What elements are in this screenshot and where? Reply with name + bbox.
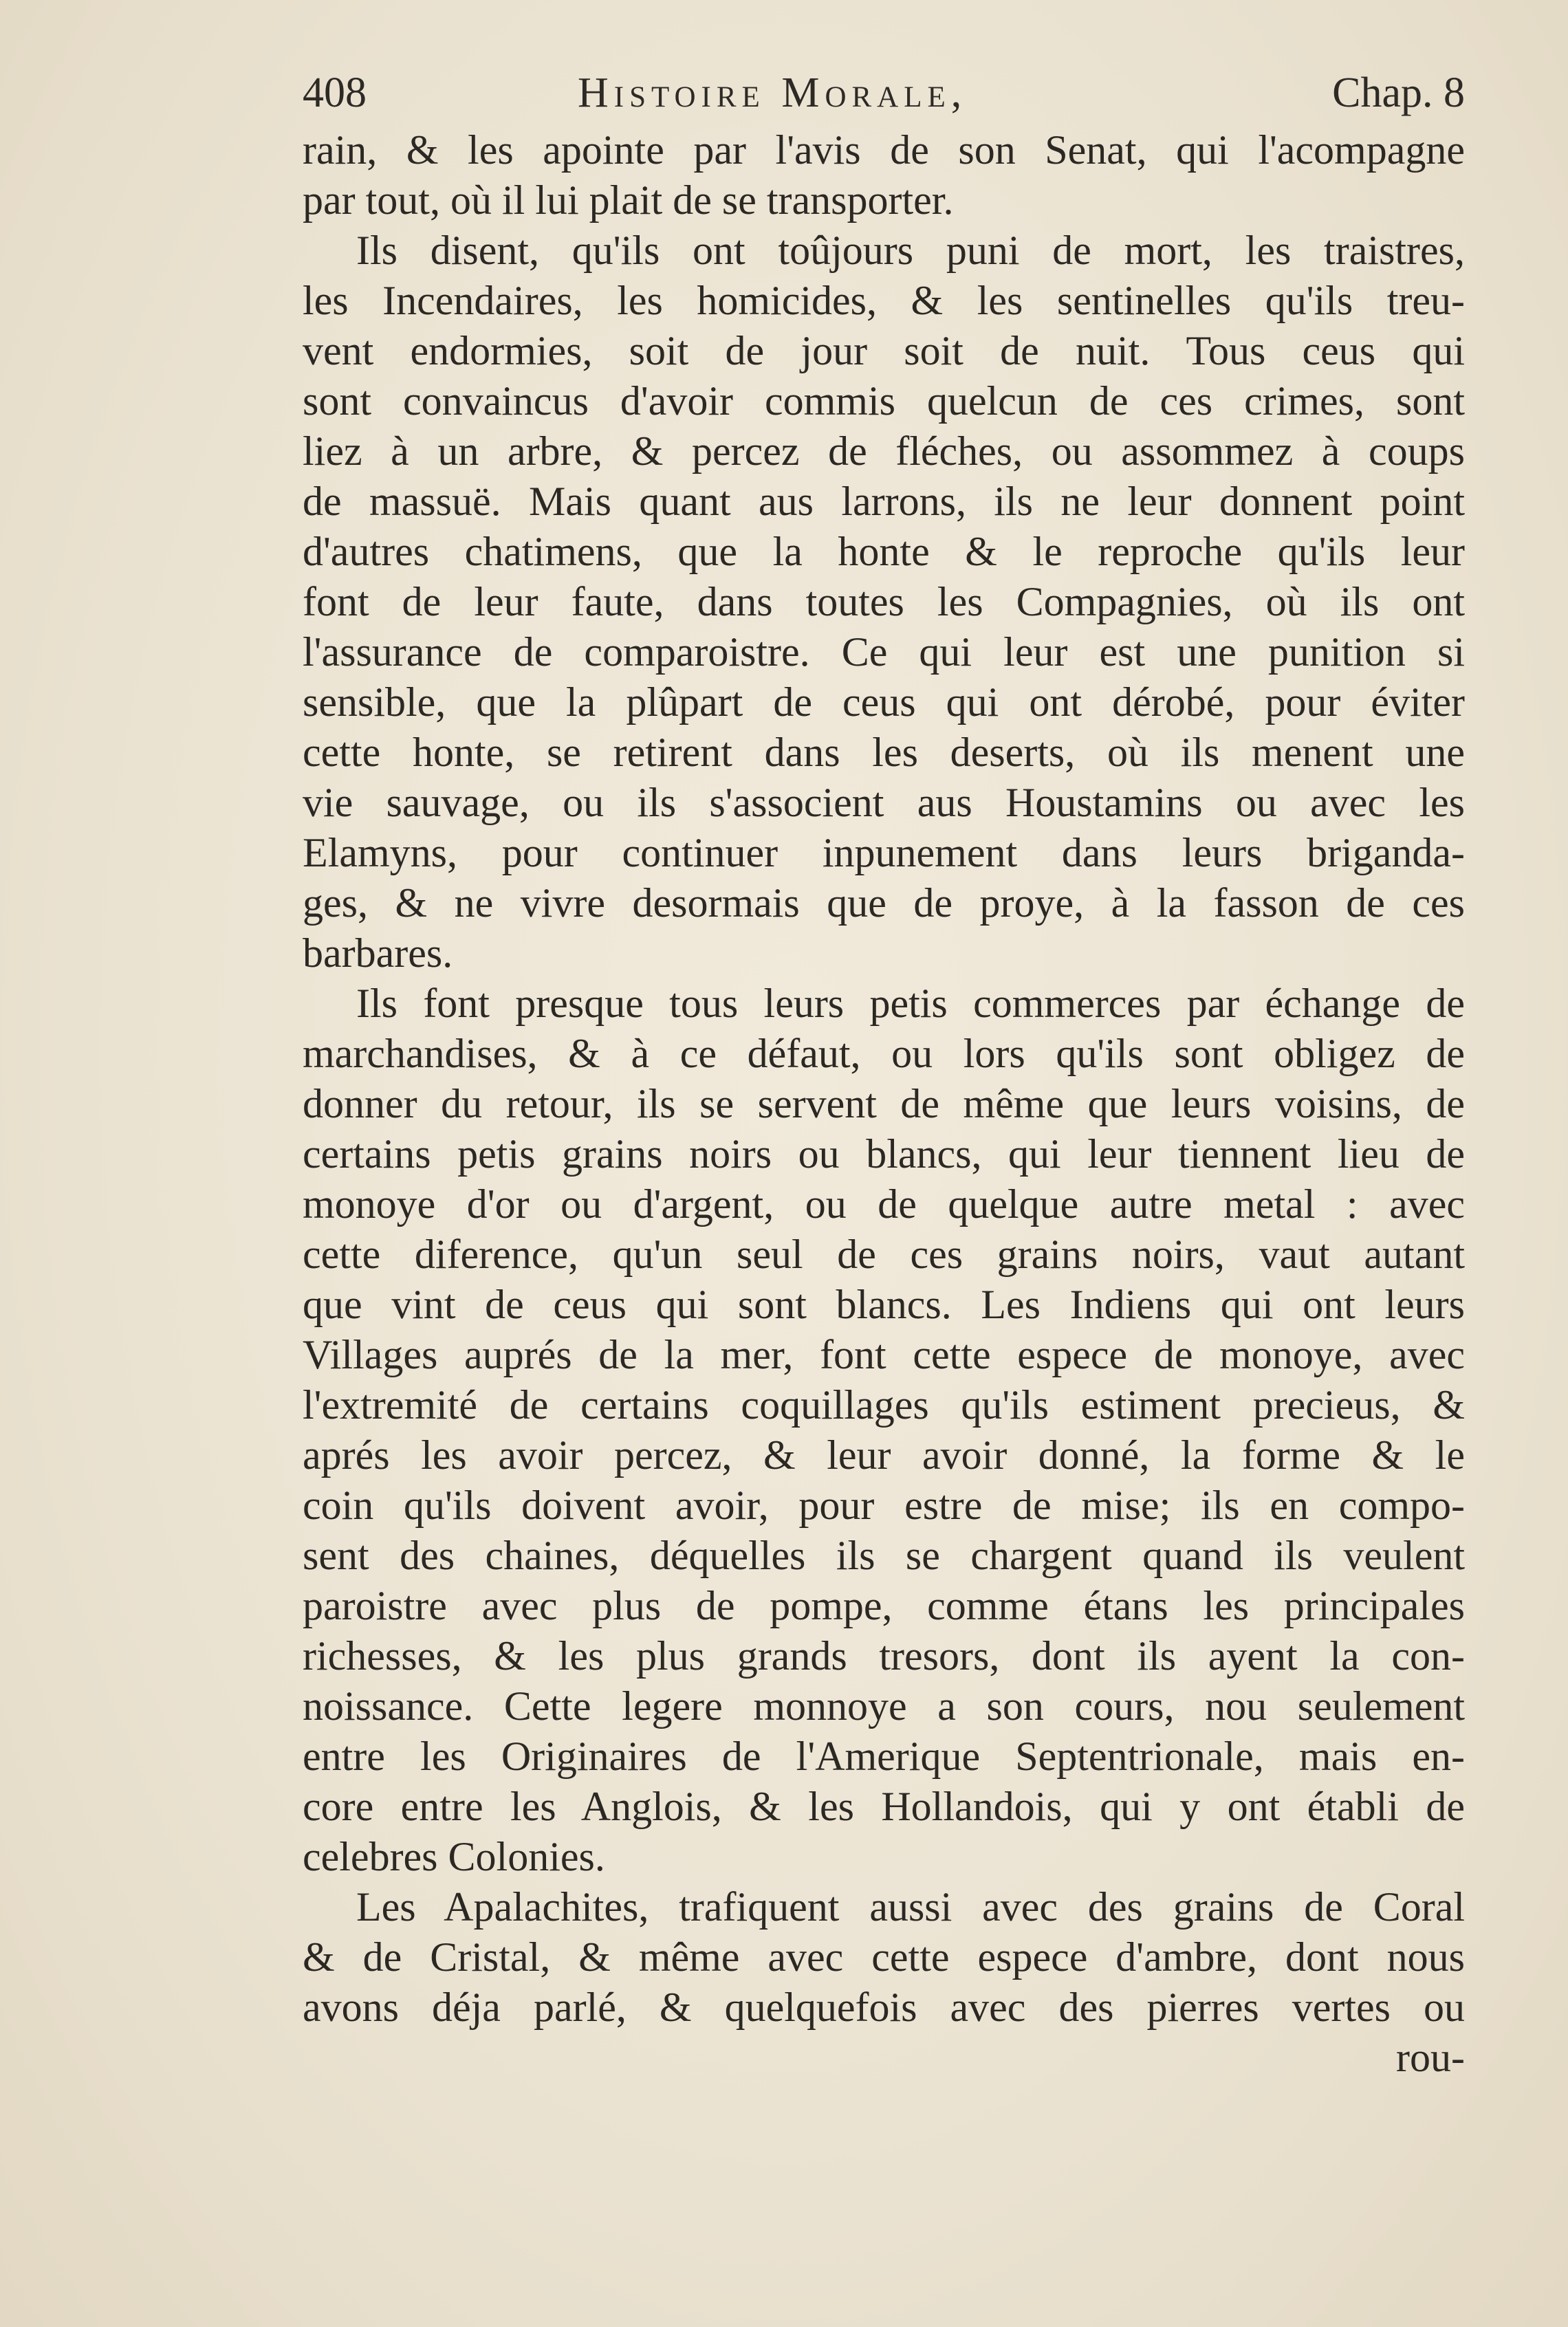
text-line: Elamyns, pour continuer inpunement dans leurs briganda- bbox=[303, 830, 1465, 875]
text-line: Ils font presque tous leurs petis commerces par échange de bbox=[356, 981, 1465, 1026]
text-line: l'extremité de certains coquillages qu'ils estiment precieus, & bbox=[303, 1382, 1465, 1428]
text-line: Ils disent, qu'ils ont toûjours puni de mort, les traistres, bbox=[356, 228, 1465, 273]
text-line: paroistre avec plus de pompe, comme étans les principales bbox=[303, 1583, 1465, 1628]
text-line: core entre les Anglois, & les Hollandois, qui y ont établi de bbox=[303, 1784, 1465, 1829]
catchword: rou- bbox=[1396, 2035, 1465, 2080]
text-line: richesses, & les plus grands tresors, dont ils ayent la con- bbox=[303, 1633, 1465, 1679]
text-line: barbares. bbox=[303, 930, 453, 976]
text-line: vent endormies, soit de jour soit de nuit. Tous ceus qui bbox=[303, 328, 1465, 373]
text-line: cette honte, se retirent dans les deserts, où ils menent une bbox=[303, 730, 1465, 775]
text-line: Les Apalachites, trafiquent aussi avec des grains de Coral bbox=[356, 1884, 1465, 1930]
text-line: les Incendaires, les homicides, & les sentinelles qu'ils treu- bbox=[303, 278, 1465, 323]
text-line: de massuë. Mais quant aus larrons, ils ne leur donnent point bbox=[303, 479, 1465, 524]
running-title: Histoire Morale, bbox=[578, 69, 968, 116]
text-line: & de Cristal, & même avec cette espece d'ambre, dont nous bbox=[303, 1934, 1465, 1980]
page-number: 408 bbox=[303, 69, 367, 116]
text-line: donner du retour, ils se servent de même que leurs voisins, de bbox=[303, 1081, 1465, 1126]
text-line: certains petis grains noirs ou blancs, qui leur tiennent lieu de bbox=[303, 1131, 1465, 1177]
text-line: avons déja parlé, & quelquefois avec des pierres vertes ou bbox=[303, 1985, 1465, 2030]
text-line: liez à un arbre, & percez de fléches, ou assommez à coups bbox=[303, 428, 1465, 474]
chapter-label: Chap. 8 bbox=[1332, 69, 1465, 116]
text-line: rain, & les apointe par l'avis de son Senat, qui l'acompagne bbox=[303, 127, 1465, 173]
text-line: noissance. Cette legere monnoye a son cours, nou seulement bbox=[303, 1683, 1465, 1729]
text-line: sent des chaines, déquelles ils se chargent quand ils veulent bbox=[303, 1533, 1465, 1578]
text-line: sensible, que la plûpart de ceus qui ont dérobé, pour éviter bbox=[303, 679, 1465, 725]
text-line: font de leur faute, dans toutes les Compagnies, où ils ont bbox=[303, 579, 1465, 624]
text-line: l'assurance de comparoistre. Ce qui leur est une punition si bbox=[303, 629, 1465, 675]
text-line: cette diference, qu'un seul de ces grains noirs, vaut autant bbox=[303, 1232, 1465, 1277]
text-line: entre les Originaires de l'Amerique Septentrionale, mais en- bbox=[303, 1734, 1465, 1779]
text-line: ges, & ne vivre desormais que de proye, à la fasson de ces bbox=[303, 880, 1465, 926]
text-line: Villages auprés de la mer, font cette espece de monoye, avec bbox=[303, 1332, 1465, 1377]
running-header bbox=[303, 69, 1465, 124]
text-line: marchandises, & à ce défaut, ou lors qu'ils sont obligez de bbox=[303, 1031, 1465, 1076]
text-line: par tout, où il lui plait de se transporter. bbox=[303, 177, 954, 223]
text-line: d'autres chatimens, que la honte & le reproche qu'ils leur bbox=[303, 529, 1465, 574]
text-line: monoye d'or ou d'argent, ou de quelque autre metal : avec bbox=[303, 1181, 1465, 1227]
text-line: vie sauvage, ou ils s'associent aus Houstamins ou avec les bbox=[303, 780, 1465, 825]
text-line: sont convaincus d'avoir commis quelcun de ces crimes, sont bbox=[303, 378, 1465, 424]
text-line: coin qu'ils doivent avoir, pour estre de mise; ils en compo- bbox=[303, 1483, 1465, 1528]
text-line: aprés les avoir percez, & leur avoir donné, la forme & le bbox=[303, 1432, 1465, 1478]
page-body-text bbox=[303, 125, 1465, 2083]
text-line: celebres Colonies. bbox=[303, 1834, 605, 1879]
text-line: que vint de ceus qui sont blancs. Les Indiens qui ont leurs bbox=[303, 1282, 1465, 1327]
